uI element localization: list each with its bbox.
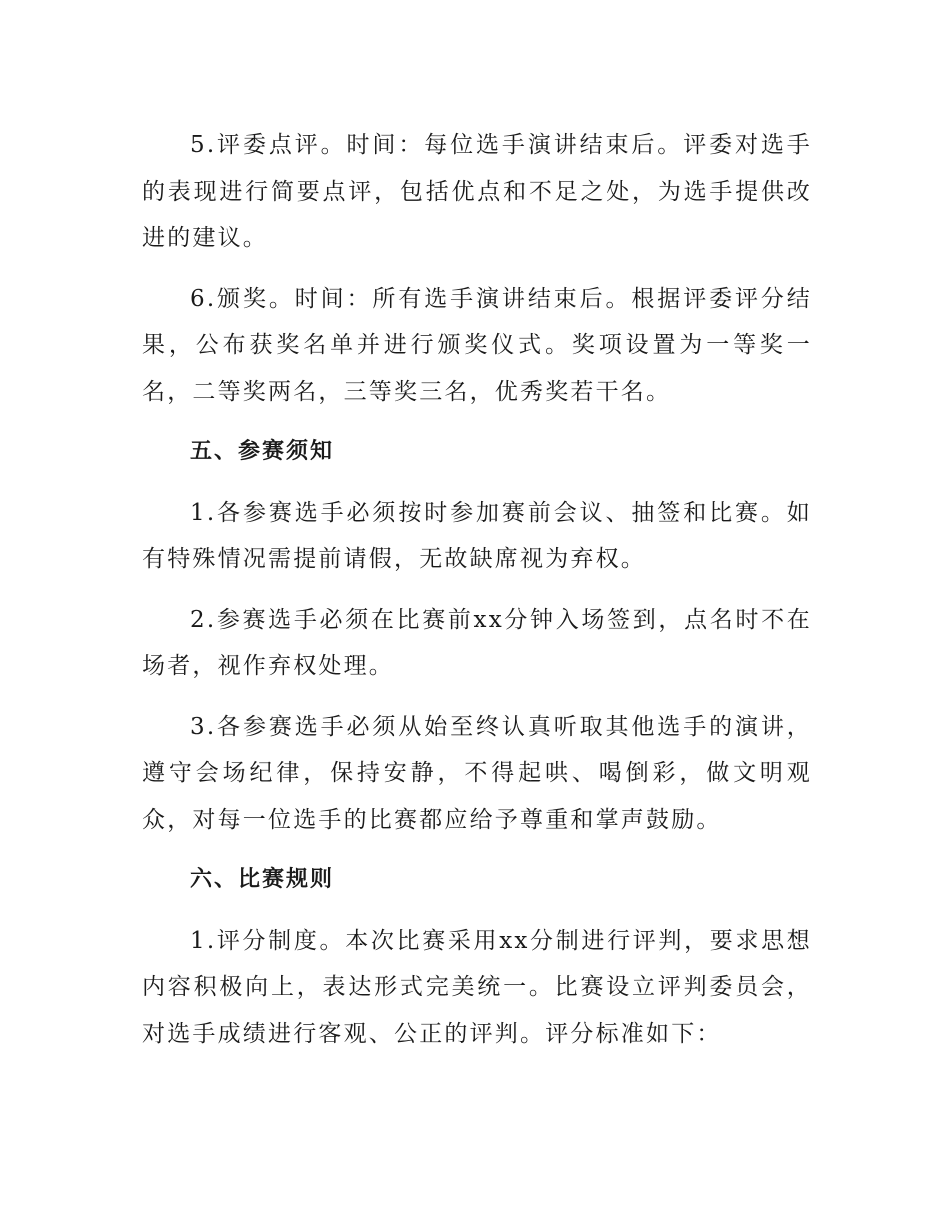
heading-section-6: 六、比赛规则 (190, 867, 335, 892)
document-body (142, 122, 812, 1071)
paragraph-notice-2: 2.参赛选手必须在比赛前xx分钟入场签到，点名时不在场者，视作弃权处理。 (142, 606, 812, 679)
heading-section-5: 五、参赛须知 (190, 439, 335, 464)
paragraph-notice-3: 3.各参赛选手必须从始至终认真听取其他选手的演讲，遵守会场纪律，保持安静，不得起哄、喝倒彩，做文明观众，对每一位选手的比赛都应给予尊重和掌声鼓励。 (142, 713, 812, 833)
paragraph-award: 6.颁奖。时间：所有选手演讲结束后。根据评委评分结果，公布获奖名单并进行颁奖仪式。奖项设置为一等奖一名，二等奖两名，三等奖三名，优秀奖若干名。 (142, 285, 812, 405)
paragraph-judges-comment: 5.评委点评。时间：每位选手演讲结束后。评委对选手的表现进行简要点评，包括优点和不足之处，为选手提供改进的建议。 (142, 132, 812, 251)
paragraph-notice-1: 1.各参赛选手必须按时参加赛前会议、抽签和比赛。如有特殊情况需提前请假，无故缺席视为弃权。 (142, 499, 812, 572)
paragraph-rule-1: 1.评分制度。本次比赛采用xx分制进行评判，要求思想内容积极向上，表达形式完美统一。比赛设立评判委员会，对选手成绩进行客观、公正的评判。评分标准如下： (142, 927, 812, 1047)
